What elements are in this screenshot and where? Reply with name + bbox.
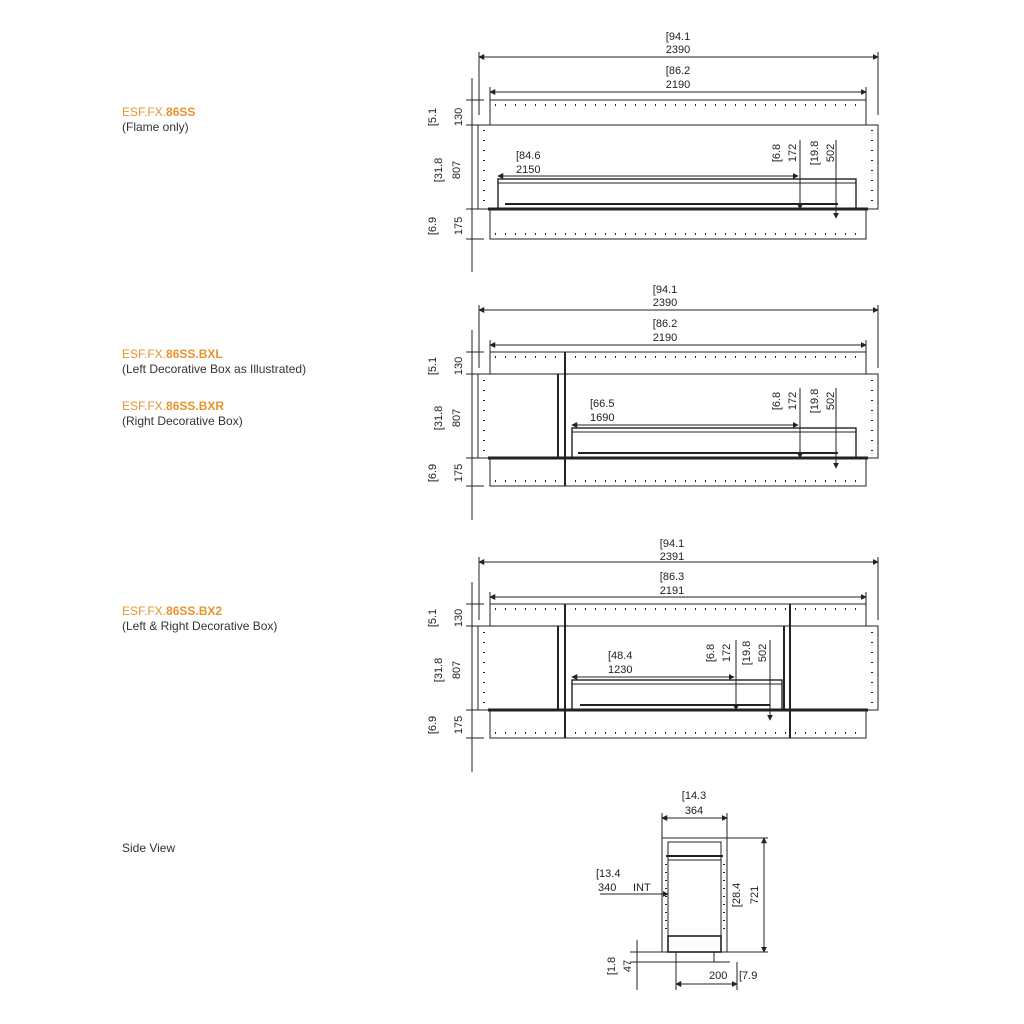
svg-text:[6.8: [6.8 — [771, 143, 783, 163]
svg-text:175: 175 — [453, 216, 465, 236]
svg-text:[19.8: [19.8 — [809, 140, 821, 166]
model-note: (Left & Right Decorative Box) — [122, 619, 278, 633]
dim-depth-mm: 364 — [684, 805, 704, 817]
model-note: (Flame only) — [122, 120, 189, 134]
svg-text:130: 130 — [453, 608, 465, 628]
dim-int-mm: 340 — [598, 882, 617, 894]
dim-opening-mm: 2150 — [516, 164, 541, 176]
model-note: (Left Decorative Box as Illustrated) — [122, 362, 307, 376]
dim-inner-inch: [86.2 — [665, 65, 691, 77]
dim-inner-mm: 2190 — [652, 332, 678, 344]
svg-text:172: 172 — [787, 143, 799, 163]
svg-text:[6.9: [6.9 — [427, 715, 439, 735]
svg-text:[19.8: [19.8 — [741, 640, 753, 666]
svg-text:721: 721 — [749, 885, 761, 905]
dim-overall-mm: 2390 — [665, 44, 691, 56]
dim-inner-mm: 2190 — [665, 79, 691, 91]
svg-text:502: 502 — [825, 143, 837, 163]
side-vertical-labels — [606, 883, 761, 975]
svg-text:502: 502 — [757, 643, 769, 663]
svg-text:[6.9: [6.9 — [427, 463, 439, 483]
dim-depth-inch: [14.3 — [681, 790, 707, 802]
dim-int-note: INT — [633, 882, 651, 894]
dim-overall-mm: 2390 — [652, 297, 678, 309]
svg-text:807: 807 — [451, 408, 463, 428]
side-view-label: Side View — [122, 841, 176, 855]
svg-text:[5.1: [5.1 — [427, 356, 439, 376]
svg-text:172: 172 — [787, 391, 799, 411]
dim-opening-inch: [66.5 — [590, 398, 615, 410]
svg-text:[5.1: [5.1 — [427, 107, 439, 127]
model-code: ESF.FX.86SS.BXL — [122, 347, 223, 361]
svg-text:[31.8: [31.8 — [433, 657, 445, 683]
dim-vertical-labels — [427, 108, 837, 235]
svg-text:[1.8: [1.8 — [606, 956, 618, 976]
model-code: ESF.FX.86SS.BX2 — [122, 604, 223, 618]
dim-inner-mm: 2191 — [659, 585, 685, 597]
svg-text:[6.9: [6.9 — [427, 216, 439, 236]
model-code: ESF.FX.86SS.BXR — [122, 399, 225, 413]
model-note: (Right Decorative Box) — [122, 414, 243, 428]
svg-text:502: 502 — [825, 391, 837, 411]
dim-base-inch: [7.9 — [739, 970, 758, 982]
svg-text:807: 807 — [451, 160, 463, 180]
svg-text:175: 175 — [453, 715, 465, 735]
dim-opening-inch: [48.4 — [608, 650, 633, 662]
svg-text:130: 130 — [453, 356, 465, 376]
dim-inner-inch: [86.3 — [659, 571, 685, 583]
dim-overall-inch: [94.1 — [659, 538, 685, 550]
svg-text:47: 47 — [622, 959, 634, 973]
dim-vertical-labels — [427, 357, 837, 482]
svg-text:[31.8: [31.8 — [433, 157, 445, 183]
svg-text:[5.1: [5.1 — [427, 608, 439, 628]
dim-inner-inch: [86.2 — [652, 318, 678, 330]
svg-text:172: 172 — [721, 643, 733, 663]
dim-opening-mm: 1690 — [590, 412, 615, 424]
svg-text:130: 130 — [453, 107, 465, 127]
dim-int-inch: [13.4 — [596, 868, 621, 880]
dim-overall-mm: 2391 — [659, 551, 685, 563]
svg-text:[31.8: [31.8 — [433, 405, 445, 431]
svg-text:175: 175 — [453, 463, 465, 483]
dim-opening-mm: 1230 — [608, 664, 633, 676]
dim-opening-inch: [84.6 — [516, 150, 541, 162]
dim-base-mm: 200 — [709, 970, 728, 982]
dim-overall-inch: [94.1 — [652, 284, 678, 296]
svg-text:807: 807 — [451, 660, 463, 680]
model-code: ESF.FX.86SS — [122, 105, 196, 119]
dim-overall-inch: [94.1 — [665, 31, 691, 43]
svg-text:[6.8: [6.8 — [771, 391, 783, 411]
svg-text:[19.8: [19.8 — [809, 388, 821, 414]
svg-text:[6.8: [6.8 — [705, 643, 717, 663]
svg-text:[28.4: [28.4 — [731, 882, 743, 908]
